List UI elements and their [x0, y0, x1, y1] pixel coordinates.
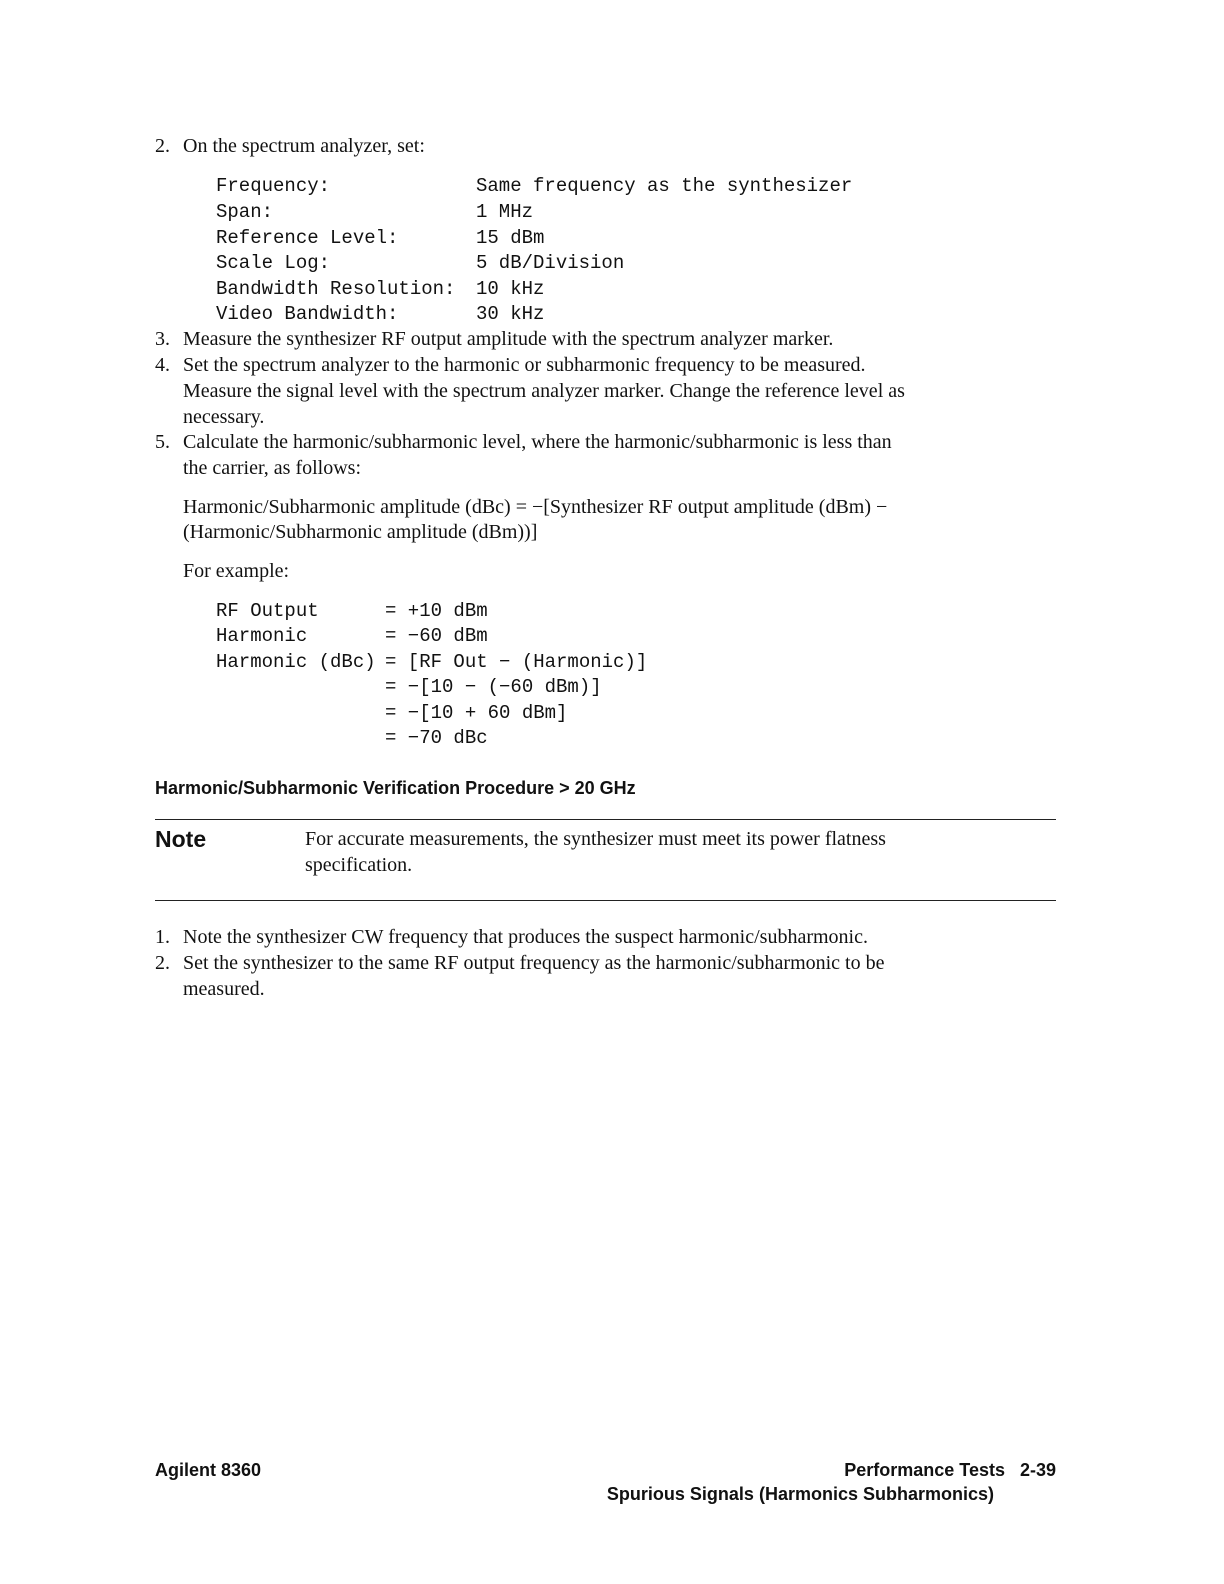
note-label: Note [155, 826, 207, 852]
step-text-line: Calculate the harmonic/subharmonic level, where the harmonic/subharmonic is less than [183, 431, 892, 453]
example-label: Harmonic (dBc) [216, 651, 376, 673]
step-number: 2. [155, 952, 170, 974]
footer-section-title: Spurious Signals (Harmonics Subharmonics) [606, 1484, 994, 1504]
setting-value: 30 kHz [476, 303, 545, 325]
setting-label: Span: [216, 201, 274, 223]
example-expr: = [RF Out − (Harmonic)] [385, 651, 648, 673]
example-label: Harmonic [216, 625, 308, 647]
note-line: specification. [305, 854, 413, 876]
setting-value: 5 dB/Division [476, 252, 625, 274]
step-text-line: Set the synthesizer to the same RF output frequency as the harmonic/subharmonic to be [183, 952, 885, 974]
note-top-rule [155, 819, 1056, 820]
step-text-line: necessary. [183, 406, 265, 428]
step-text: Measure the synthesizer RF output amplitude with the spectrum analyzer marker. [183, 328, 834, 350]
step-number: 4. [155, 354, 170, 376]
footer-product: Agilent 8360 [155, 1460, 262, 1480]
example-intro: For example: [183, 560, 290, 582]
step-text-line: Note the synthesizer CW frequency that produces the suspect harmonic/subharmonic. [183, 926, 868, 948]
example-label: RF Output [216, 600, 319, 622]
setting-label: Scale Log: [216, 252, 331, 274]
step-number: 1. [155, 926, 170, 948]
step-text-line: measured. [183, 978, 265, 1000]
formula-line: (Harmonic/Subharmonic amplitude (dBm))] [183, 521, 538, 543]
step-text-line: Set the spectrum analyzer to the harmonic or subharmonic frequency to be measured. [183, 354, 866, 376]
setting-label: Video Bandwidth: [216, 303, 399, 325]
setting-value: 15 dBm [476, 227, 545, 249]
note-line: For accurate measurements, the synthesizer must meet its power flatness [305, 828, 886, 850]
setting-value: 10 kHz [476, 278, 545, 300]
note-body [305, 826, 1045, 878]
example-expr: = −[10 + 60 dBm] [385, 702, 568, 724]
setting-value: 1 MHz [476, 201, 534, 223]
step-text-line: the carrier, as follows: [183, 457, 362, 479]
formula-line: Harmonic/Subharmonic amplitude (dBc) = −[Synthesizer RF output amplitude (dBm) − [183, 496, 888, 518]
setting-label: Frequency: [216, 175, 331, 197]
example-expr: = −70 dBc [385, 727, 488, 749]
setting-label: Bandwidth Resolution: [216, 278, 456, 300]
setting-label: Reference Level: [216, 227, 399, 249]
example-expr: = +10 dBm [385, 600, 488, 622]
section-heading: Harmonic/Subharmonic Verification Procedure > 20 GHz [155, 778, 636, 798]
note-bottom-rule [155, 900, 1056, 901]
setting-value: Same frequency as the synthesizer [476, 175, 853, 197]
example-expr: = −60 dBm [385, 625, 488, 647]
step-number: 3. [155, 328, 170, 350]
step-number: 2. [155, 135, 170, 157]
step-text-line: Measure the signal level with the spectrum analyzer marker. Change the reference level as [183, 380, 905, 402]
step-number: 5. [155, 431, 170, 453]
example-expr: = −[10 − (−60 dBm)] [385, 676, 602, 698]
footer-page-ref: Performance Tests 2-39 [844, 1460, 1056, 1480]
step-text: On the spectrum analyzer, set: [183, 135, 425, 157]
